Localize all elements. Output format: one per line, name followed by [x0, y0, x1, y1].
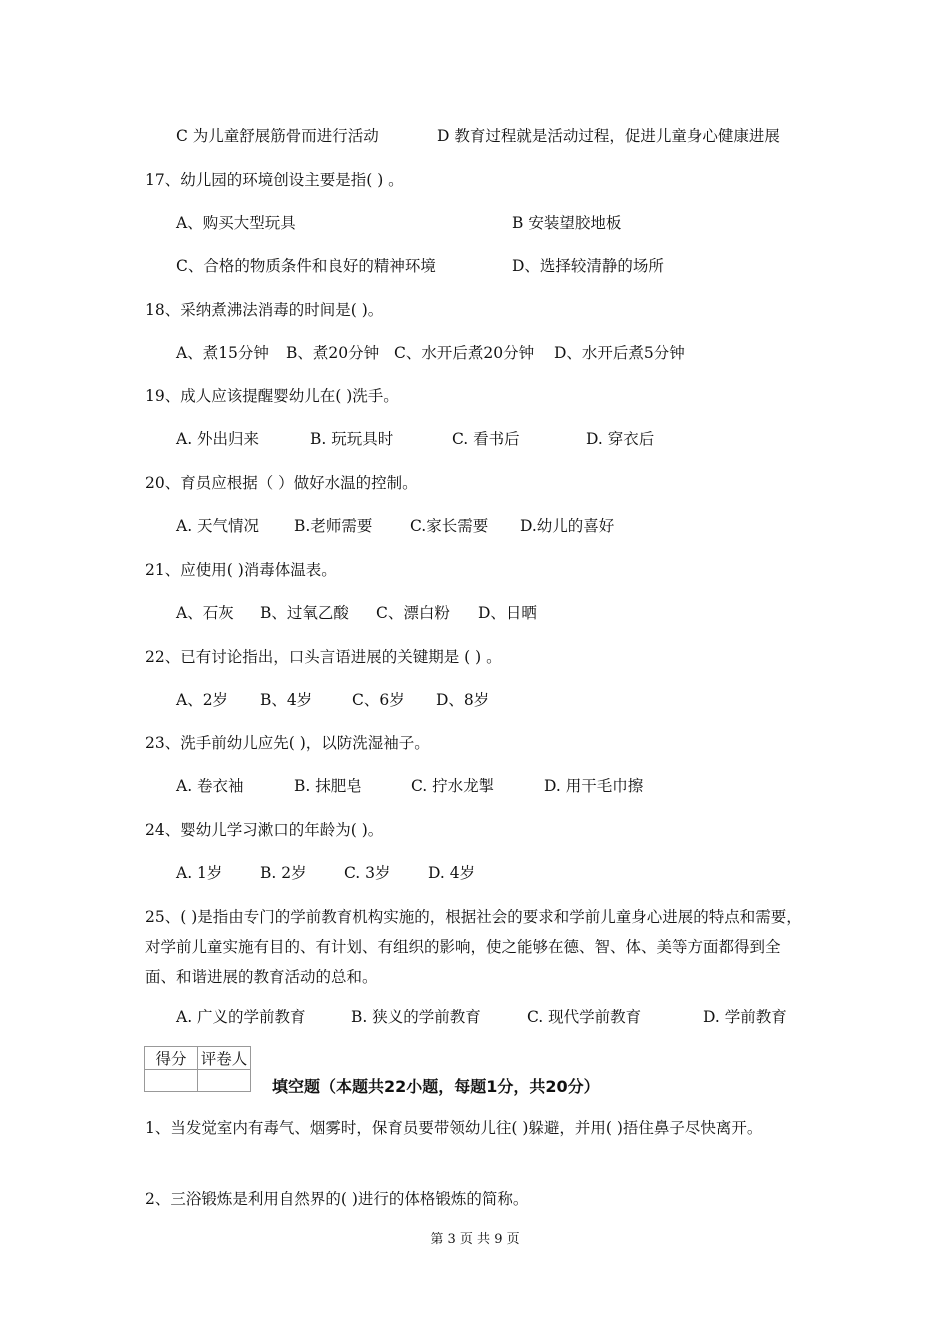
option-d: D、8岁 — [436, 691, 490, 709]
question-23-options — [176, 776, 643, 796]
option-a: A. 1岁 — [176, 864, 223, 882]
question-17-option-b: B 安装望胶地板 — [512, 214, 622, 232]
option-b: B.老师需要 — [294, 517, 373, 535]
fill-question-1: 1、当发觉室内有毒气、烟雾时，保育员要带领幼儿往( )躲避，并用( )捂住鼻子尽快离开。 — [145, 1119, 763, 1137]
section-title: 填空题（本题共22小题，每题1分，共20分） — [272, 1077, 600, 1096]
q16-option-c: C 为儿童舒展筋骨而进行活动 — [176, 127, 379, 145]
question-23-stem: 23、洗手前幼儿应先( )，以防洗湿袖子。 — [145, 734, 430, 752]
q16-option-d: D 教育过程就是活动过程，促进儿童身心健康进展 — [437, 127, 780, 145]
option-a: A. 广义的学前教育 — [176, 1008, 306, 1026]
option-a: A. 卷衣袖 — [176, 777, 244, 795]
option-b: B、煮20分钟 — [286, 344, 380, 362]
option-a: A. 外出归来 — [176, 430, 260, 448]
option-b: B、过氧乙酸 — [260, 604, 349, 622]
option-b: B. 抹肥皂 — [294, 777, 362, 795]
option-d: D. 学前教育 — [703, 1008, 787, 1026]
question-17-option-c: C、合格的物质条件和良好的精神环境 — [176, 257, 436, 275]
option-c: C、6岁 — [352, 691, 405, 709]
question-21-options — [176, 603, 537, 623]
question-24-options — [176, 863, 475, 883]
question-22-options — [176, 690, 489, 710]
question-25-stem: 25、( )是指由专门的学前教育机构实施的，根据社会的要求和学前儿童身心进展的特点和需要，对学前儿童实施有目的、有计划、有组织的影响，使之能够在德、智、体、美等方面都得到全面、和谐进展的教育活动的总和。 — [145, 908, 802, 986]
option-b: B. 狭义的学前教育 — [351, 1008, 481, 1026]
fill-question-2: 2、三浴锻炼是利用自然界的( )进行的体格锻炼的简称。 — [145, 1190, 529, 1208]
option-c: C. 拧水龙掣 — [411, 777, 495, 795]
option-d: D.幼儿的喜好 — [520, 517, 615, 535]
option-b: B、4岁 — [260, 691, 313, 709]
page-footer: 第 3 页 共 9 页 — [430, 1232, 520, 1247]
option-d: D. 4岁 — [428, 864, 476, 882]
question-19-options — [176, 429, 654, 449]
question-24-stem: 24、婴幼儿学习漱口的年龄为( )。 — [145, 821, 384, 839]
option-b: B. 2岁 — [260, 864, 307, 882]
question-18-options — [176, 343, 685, 363]
grader-header: 评卷人 — [198, 1047, 251, 1070]
question-17-option-a: A、购买大型玩具 — [176, 214, 296, 232]
option-a: A、2岁 — [176, 691, 229, 709]
option-a: A. 天气情况 — [176, 517, 260, 535]
question-19-stem: 19、成人应该提醒婴幼儿在( )洗手。 — [145, 387, 399, 405]
score-header: 得分 — [145, 1047, 198, 1070]
option-a: A、石灰 — [176, 604, 234, 622]
option-d: D、水开后煮5分钟 — [554, 344, 685, 362]
score-cell — [145, 1070, 198, 1092]
question-25-options — [176, 1007, 787, 1027]
question-21-stem: 21、应使用( )消毒体温表。 — [145, 561, 337, 579]
option-c: C. 看书后 — [452, 430, 520, 448]
score-table — [144, 1046, 251, 1092]
option-c: C. 3岁 — [344, 864, 391, 882]
option-a: A、煮15分钟 — [176, 344, 269, 362]
option-c: C、漂白粉 — [376, 604, 450, 622]
question-20-options — [176, 516, 614, 536]
grader-cell — [198, 1070, 251, 1092]
option-c: C.家长需要 — [410, 517, 489, 535]
question-17-option-d: D、选择较清静的场所 — [512, 257, 664, 275]
option-d: D. 用干毛巾擦 — [544, 777, 644, 795]
option-c: C. 现代学前教育 — [527, 1008, 642, 1026]
question-20-stem: 20、育员应根据（ ）做好水温的控制。 — [145, 474, 418, 492]
option-d: D、日晒 — [478, 604, 537, 622]
option-b: B. 玩玩具时 — [310, 430, 394, 448]
question-17-stem: 17、幼儿园的环境创设主要是指( ) 。 — [145, 171, 404, 189]
question-22-stem: 22、已有讨论指出，口头言语进展的关键期是 ( ) 。 — [145, 648, 502, 666]
option-c: C、水开后煮20分钟 — [394, 344, 535, 362]
option-d: D. 穿衣后 — [586, 430, 655, 448]
question-18-stem: 18、采纳煮沸法消毒的时间是( )。 — [145, 301, 384, 319]
